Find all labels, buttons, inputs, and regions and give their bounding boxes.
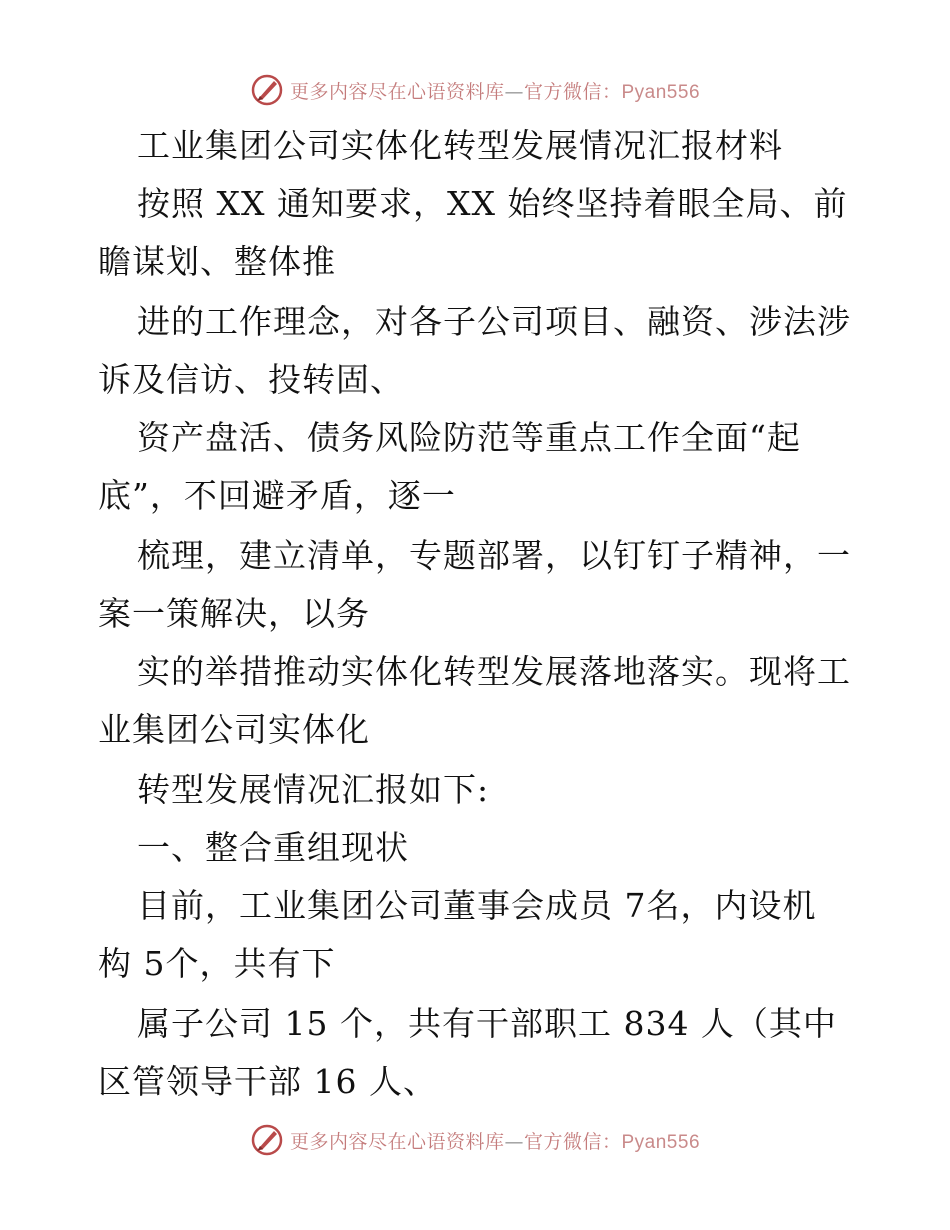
paragraph-line: 业集团公司实体化 [98, 710, 370, 749]
watermark-separator: — [504, 80, 524, 103]
section-heading: 一、整合重组现状 [137, 828, 409, 867]
paragraph-line: 属子公司 15 个，共有干部职工 834 人（其中 [137, 1004, 837, 1043]
paragraph-line: 构 5个，共有下 [98, 944, 336, 983]
paragraph-line: 按照 XX 通知要求，XX 始终坚持着眼全局、前 [137, 184, 848, 223]
watermark-wechat-id: Pyan556 [621, 81, 701, 103]
paragraph-line: 区管领导干部 16 人、 [98, 1062, 437, 1101]
paragraph-line: 案一策解决，以务 [98, 594, 370, 633]
watermark-text [290, 77, 700, 104]
quill-badge-icon [250, 1123, 284, 1157]
paragraph-line: 实的举措推动实体化转型发展落地落实。现将工 [137, 652, 851, 691]
paragraph-line: 梳理，建立清单，专题部署，以钉钉子精神，一 [137, 536, 851, 575]
watermark-official-label: 官方微信： [523, 1130, 622, 1153]
watermark-text [290, 1127, 700, 1154]
header-watermark [0, 70, 950, 110]
watermark-brand: 更多内容尽在心语资料库 [289, 1130, 505, 1153]
watermark-wechat-id: Pyan556 [621, 1131, 701, 1153]
paragraph-line: 转型发展情况汇报如下: [137, 770, 490, 809]
paragraph-line: 诉及信访、投转固、 [98, 360, 404, 399]
paragraph-line: 目前，工业集团公司董事会成员 7名，内设机 [137, 886, 817, 925]
watermark-official-label: 官方微信： [523, 80, 622, 103]
paragraph-line: 进的工作理念，对各子公司项目、融资、涉法涉 [137, 302, 851, 341]
quill-badge-icon [250, 73, 284, 107]
document-title: 工业集团公司实体化转型发展情况汇报材料 [137, 126, 783, 165]
watermark-brand: 更多内容尽在心语资料库 [289, 80, 505, 103]
watermark-separator: — [504, 1130, 524, 1153]
footer-watermark [0, 1120, 950, 1160]
paragraph-line: 资产盘活、债务风险防范等重点工作全面“起 [137, 418, 801, 457]
paragraph-line: 瞻谋划、整体推 [98, 242, 336, 281]
paragraph-line: 底”，不回避矛盾，逐一 [98, 476, 456, 515]
